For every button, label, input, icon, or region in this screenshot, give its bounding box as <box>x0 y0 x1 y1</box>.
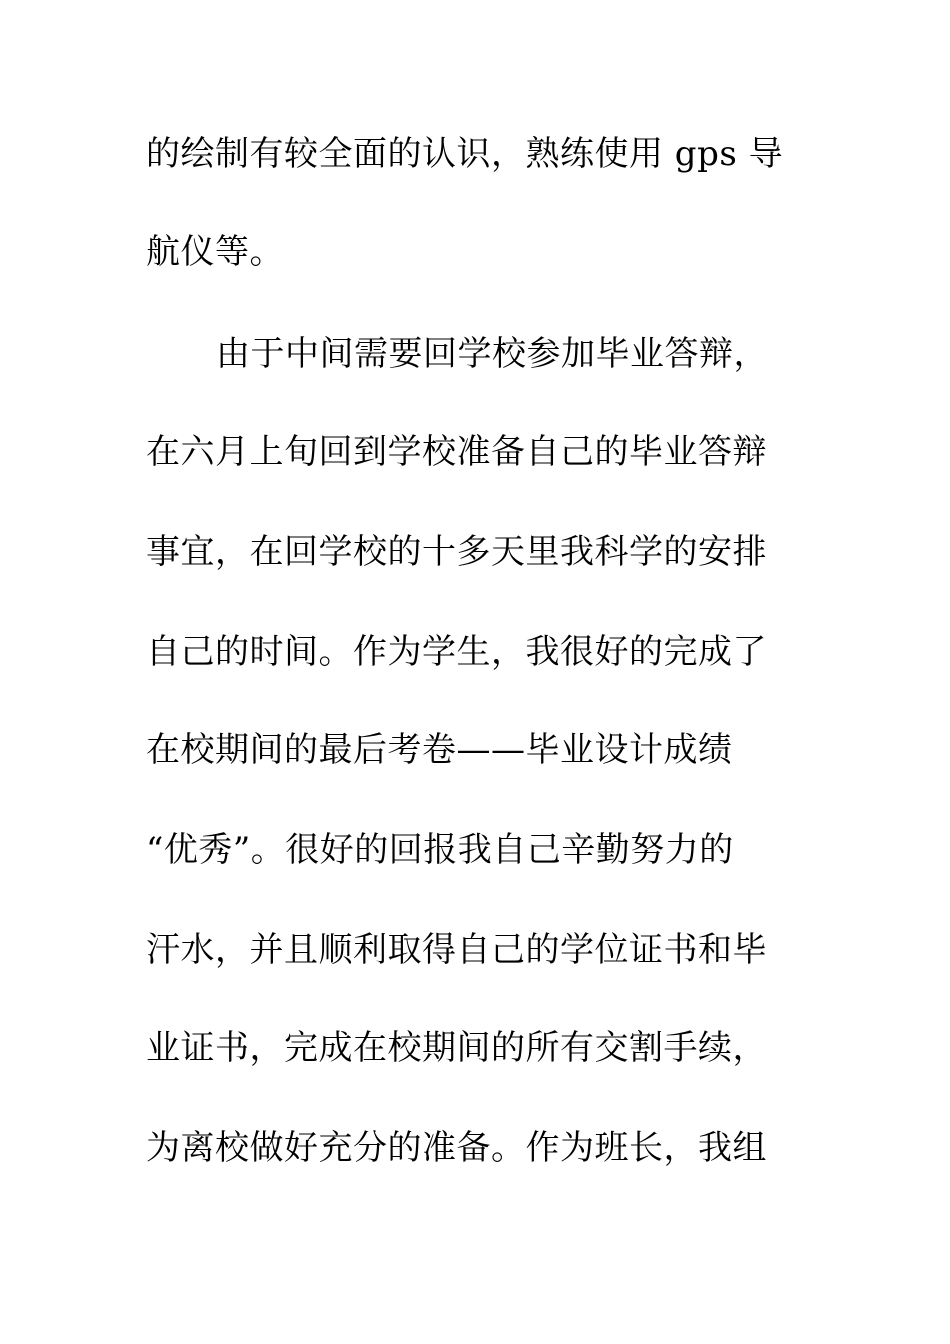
text-line-6: 自己的时间。作为学生，我很好的完成了 <box>146 632 767 672</box>
text-line-2: 航仪等。 <box>146 232 284 272</box>
text-line-10: 业证书，完成在校期间的所有交割手续， <box>146 1028 767 1068</box>
paragraph-start-line: 由于中间需要回学校参加毕业答辩， <box>216 334 768 374</box>
text-line-1: 的绘制有较全面的认识，熟练使用 gps 导 <box>146 134 784 174</box>
text-line-5: 事宜，在回学校的十多天里我科学的安排 <box>146 532 767 572</box>
text-line-4: 在六月上旬回到学校准备自己的毕业答辩 <box>146 432 767 472</box>
text-line-9: 汗水，并且顺利取得自己的学位证书和毕 <box>146 930 767 970</box>
text-line-11: 为离校做好充分的准备。作为班长，我组 <box>146 1128 767 1168</box>
text-line-8: “优秀”。很好的回报我自己辛勤努力的 <box>146 830 734 870</box>
text-line-7: 在校期间的最后考卷——毕业设计成绩 <box>146 730 733 770</box>
